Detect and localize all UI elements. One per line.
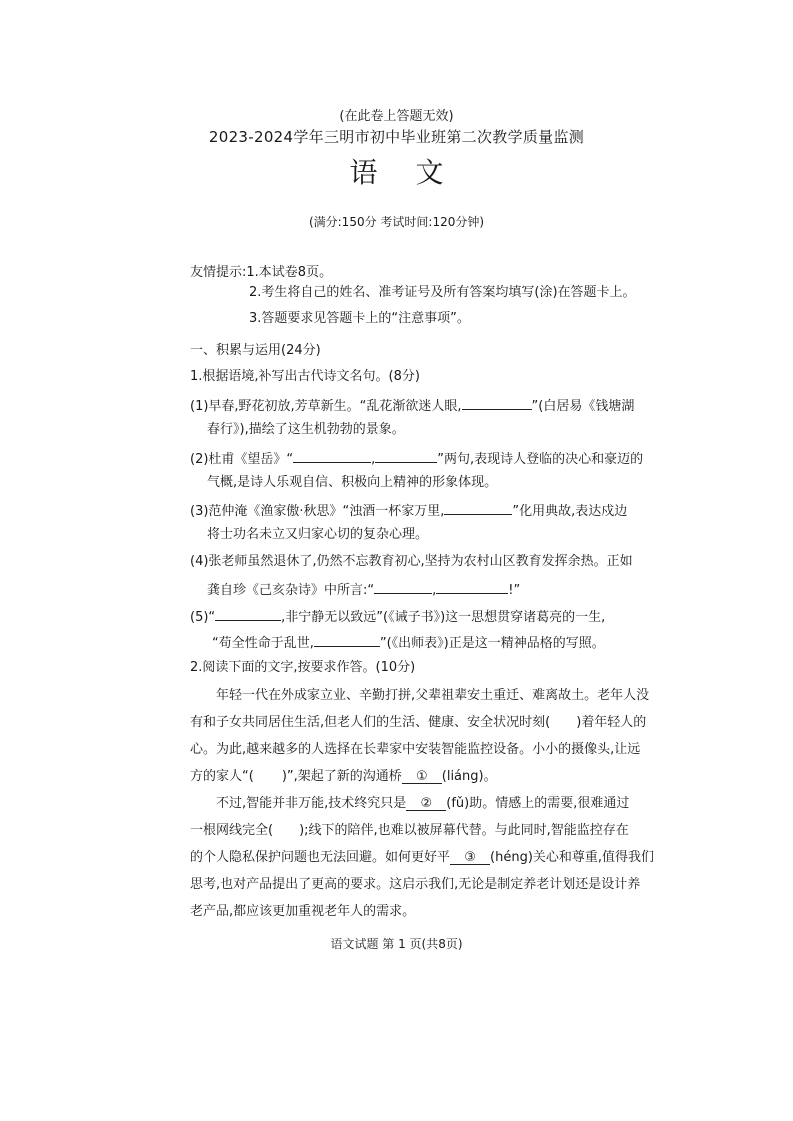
passage-text: );线下的陪伴,也难以被屏幕代替。与此同时,智能监控存在	[299, 823, 629, 838]
answer-blank	[293, 448, 371, 463]
passage-text: 方的家人“(	[190, 769, 254, 784]
answer-blank	[215, 606, 281, 621]
q1-item-1-line-2: 春行》),描绘了这生机勃勃的景象。	[207, 422, 405, 437]
passage-text: (héng)关心和尊重,值得我们	[490, 850, 655, 865]
numbered-blank-3: ③	[450, 849, 490, 865]
passage-line	[190, 849, 654, 867]
item-text: ,	[432, 583, 437, 598]
numbered-blank-1: ①	[402, 768, 442, 784]
item-text: ,	[371, 452, 376, 467]
passage-text: )”,架起了新的沟通桥	[281, 769, 402, 784]
exam-title: 2023-2024学年三明市初中毕业班第二次教学质量监测	[208, 128, 585, 146]
item-text: (3)范仲淹《渔家傲·秋思》“浊酒一杯家万里,	[190, 504, 445, 519]
question-stem: 2.阅读下面的文字,按要求作答。(10分)	[190, 660, 416, 675]
q1-item-4-line-1: (4)张老师虽然退休了,仍然不忘教育初心,坚持为农村山区教育发挥余热。正如	[190, 554, 633, 569]
passage-text: 的个人隐私保护问题也无法回避。如何更好平	[190, 850, 451, 865]
answer-blank	[314, 632, 380, 647]
question-stem: 1.根据语境,补写出古代诗文名句。(8分)	[190, 369, 420, 384]
q1-item-1-line-1	[190, 395, 634, 416]
tips-line-1	[190, 264, 332, 282]
tip-item: 3.答题要求见答题卡上的“注意事项”。	[249, 311, 470, 326]
passage-text: (fǔ)助。情感上的需要,很难通过	[446, 796, 630, 811]
passage-line	[190, 768, 497, 786]
passage-text: 不过,智能并非万能,技术终究只是	[216, 796, 407, 811]
passage-text: )着年轻人的	[576, 715, 647, 730]
passage-line: 老产品,都应该更加重视老年人的需求。	[190, 904, 416, 919]
answer-blank	[462, 395, 532, 410]
item-text: ”(《出师表》)正是这一精神品格的写照。	[379, 636, 605, 651]
exam-meta: (满分:150分 考试时间:120分钟)	[308, 215, 485, 229]
answer-blank	[375, 448, 437, 463]
q1-item-3-line-2: 将士功名未立又归家心切的复杂心理。	[207, 527, 429, 542]
item-text: ”化用典故,表达戍边	[512, 504, 628, 519]
passage-line: 心。为此,越来越多的人选择在长辈家中安装智能监控设备。小小的摄像头,让远	[190, 742, 641, 757]
passage-line: 年轻一代在外成家立业、辛勤打拼,父辈祖辈安土重迁、难离故土。老年人没	[216, 688, 650, 703]
q1-item-5-line-2	[212, 632, 605, 653]
q1-item-4-line-2	[207, 579, 520, 600]
passage-text: 一根网线完全(	[190, 823, 274, 838]
invalid-answer-note: (在此卷上答题无效)	[339, 109, 454, 124]
passage-text: (liáng)。	[441, 769, 497, 784]
passage-line	[190, 822, 629, 840]
item-text: !”	[508, 583, 521, 598]
tip-item: 1.本试卷8页。	[246, 265, 333, 280]
item-text: “苟全性命于乱世,	[212, 636, 314, 651]
item-text: (2)杜甫《望岳》“	[190, 452, 294, 467]
item-text: (1)早春,野花初放,芳草新生。“乱花渐欲迷人眼,	[190, 399, 462, 414]
tip-item: 2.考生将自己的姓名、准考证号及所有答案均填写(涂)在答题卡上。	[249, 285, 636, 300]
q1-item-3-line-1	[190, 500, 627, 521]
q1-item-5-line-1	[190, 606, 605, 627]
item-text: ”(白居易《钱塘湖	[531, 399, 635, 414]
q1-item-2-line-1	[190, 448, 643, 469]
item-text: (5)“	[190, 610, 216, 625]
passage-text: 有和子女共同居住生活,但老人们的生活、健康、安全状况时刻(	[190, 715, 551, 730]
passage-line	[190, 714, 646, 732]
passage-line	[216, 795, 629, 813]
subject-title: 语文	[349, 156, 482, 189]
item-text: ”两句,表现诗人登临的决心和豪迈的	[437, 452, 644, 467]
answer-blank	[374, 579, 432, 594]
tips-label: 友情提示:	[190, 265, 247, 280]
item-text: 龚自珍《己亥杂诗》中所言:“	[207, 583, 375, 598]
answer-blank	[436, 579, 508, 594]
q1-item-2-line-2: 气概,是诗人乐观自信、积极向上精神的形象体现。	[207, 475, 498, 490]
numbered-blank-2: ②	[406, 795, 446, 811]
item-text: ,非宁静无以致远”(《诫子书》)这一思想贯穿诸葛亮的一生,	[281, 610, 606, 625]
answer-blank	[444, 500, 512, 515]
passage-line: 思考,也对产品提出了更高的要求。这启示我们,无论是制定养老计划还是设计养	[190, 877, 641, 892]
page-footer: 语文试题 第 1 页(共8页)	[330, 937, 463, 951]
section-heading: 一、积累与运用(24分)	[190, 343, 321, 358]
